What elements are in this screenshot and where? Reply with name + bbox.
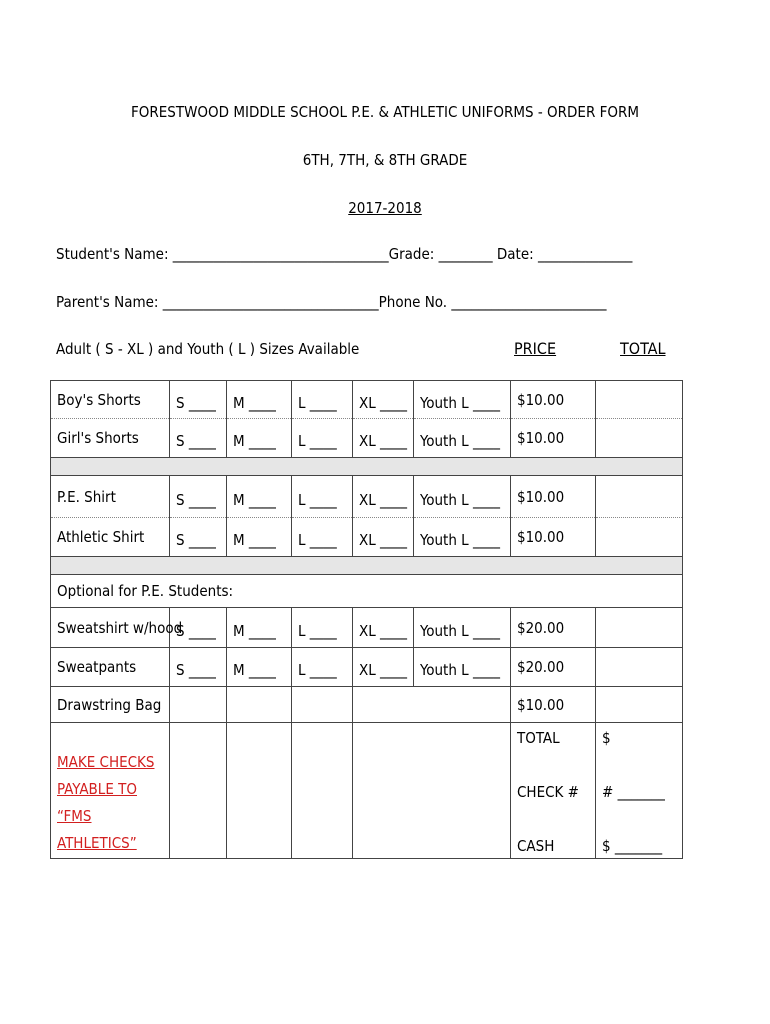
parent-info-line[interactable]: Parent's Name: ________________________________Phone No. _______________________ <box>56 293 607 311</box>
size-s-field[interactable]: S ____ <box>170 648 227 687</box>
section-divider <box>51 458 683 476</box>
size-l-field[interactable]: L ____ <box>292 419 353 458</box>
size-xl-field[interactable]: XL ____ <box>353 648 414 687</box>
size-youth-field[interactable]: Youth L ____ <box>414 608 511 648</box>
size-s-field[interactable]: S ____ <box>170 518 227 557</box>
item-total-field[interactable] <box>596 687 683 723</box>
optional-section-label: Optional for P.E. Students: <box>51 575 683 608</box>
item-name: P.E. Shirt <box>51 476 170 518</box>
total-label: TOTAL <box>517 729 560 747</box>
item-name: Boy's Shorts <box>51 381 170 419</box>
table-row <box>51 687 683 723</box>
empty-cell <box>292 687 353 723</box>
summary-values[interactable] <box>596 723 683 859</box>
table-row <box>51 381 683 419</box>
check-label: CHECK # <box>517 783 579 801</box>
item-name: Sweatshirt w/hood <box>51 608 170 648</box>
item-name: Drawstring Bag <box>51 687 170 723</box>
empty-cell <box>227 723 292 859</box>
size-m-field[interactable]: M ____ <box>227 381 292 419</box>
check-number-field: # _______ <box>602 783 665 801</box>
empty-cell <box>353 723 511 859</box>
item-total-field[interactable] <box>596 419 683 458</box>
size-xl-field[interactable]: XL ____ <box>353 518 414 557</box>
item-price: $10.00 <box>511 518 596 557</box>
size-youth-field[interactable]: Youth L ____ <box>414 518 511 557</box>
size-s-field[interactable]: S ____ <box>170 608 227 648</box>
table-row <box>51 476 683 518</box>
size-xl-field[interactable]: XL ____ <box>353 419 414 458</box>
empty-cell <box>227 687 292 723</box>
item-name: Girl's Shorts <box>51 419 170 458</box>
item-name: Sweatpants <box>51 648 170 687</box>
price-column-header: PRICE <box>514 339 557 358</box>
total-column-header: TOTAL <box>620 339 666 358</box>
summary-labels <box>511 723 596 859</box>
size-youth-field[interactable]: Youth L ____ <box>414 648 511 687</box>
cash-label: CASH <box>517 837 555 855</box>
size-m-field[interactable]: M ____ <box>227 608 292 648</box>
size-l-field[interactable]: L ____ <box>292 518 353 557</box>
item-total-field[interactable] <box>596 381 683 419</box>
table-row <box>51 723 683 859</box>
size-youth-field[interactable]: Youth L ____ <box>414 476 511 518</box>
item-price: $10.00 <box>511 687 596 723</box>
size-youth-field[interactable]: Youth L ____ <box>414 381 511 419</box>
size-l-field[interactable]: L ____ <box>292 608 353 648</box>
item-total-field[interactable] <box>596 518 683 557</box>
size-m-field[interactable]: M ____ <box>227 518 292 557</box>
school-year: 2017-2018 <box>348 199 422 217</box>
form-title: FORESTWOOD MIDDLE SCHOOL P.E. & ATHLETIC UNIFORMS - ORDER FORM <box>130 103 640 121</box>
empty-cell <box>292 723 353 859</box>
item-total-field[interactable] <box>596 608 683 648</box>
size-s-field[interactable]: S ____ <box>170 381 227 419</box>
item-price: $10.00 <box>511 381 596 419</box>
cash-amount-field: $ _______ <box>602 837 663 855</box>
item-price: $20.00 <box>511 608 596 648</box>
total-value-field: $ <box>602 729 611 747</box>
sizes-available-note: Adult ( S - XL ) and Youth ( L ) Sizes Available <box>56 340 360 358</box>
student-info-line[interactable]: Student's Name: ________________________________Grade: ________ Date: ______________ <box>56 245 633 263</box>
checks-payable-note: MAKE CHECKS PAYABLE TO “FMS ATHLETICS” <box>51 723 170 859</box>
empty-cell <box>170 687 227 723</box>
size-s-field[interactable]: S ____ <box>170 419 227 458</box>
size-xl-field[interactable]: XL ____ <box>353 608 414 648</box>
size-l-field[interactable]: L ____ <box>292 648 353 687</box>
size-xl-field[interactable]: XL ____ <box>353 381 414 419</box>
size-xl-field[interactable]: XL ____ <box>353 476 414 518</box>
item-name: Athletic Shirt <box>51 518 170 557</box>
size-s-field[interactable]: S ____ <box>170 476 227 518</box>
table-row <box>51 608 683 648</box>
item-price: $10.00 <box>511 476 596 518</box>
item-total-field[interactable] <box>596 476 683 518</box>
size-youth-field[interactable]: Youth L ____ <box>414 419 511 458</box>
size-m-field[interactable]: M ____ <box>227 648 292 687</box>
table-row <box>51 575 683 608</box>
grade-levels: 6TH, 7TH, & 8TH GRADE <box>302 151 468 169</box>
size-m-field[interactable]: M ____ <box>227 476 292 518</box>
item-price: $10.00 <box>511 419 596 458</box>
empty-cell <box>170 723 227 859</box>
size-l-field[interactable]: L ____ <box>292 381 353 419</box>
empty-cell <box>353 687 511 723</box>
table-row <box>51 518 683 557</box>
order-table <box>50 380 683 859</box>
item-total-field[interactable] <box>596 648 683 687</box>
table-row <box>51 419 683 458</box>
size-m-field[interactable]: M ____ <box>227 419 292 458</box>
table-row <box>51 648 683 687</box>
item-price: $20.00 <box>511 648 596 687</box>
size-l-field[interactable]: L ____ <box>292 476 353 518</box>
section-divider <box>51 557 683 575</box>
